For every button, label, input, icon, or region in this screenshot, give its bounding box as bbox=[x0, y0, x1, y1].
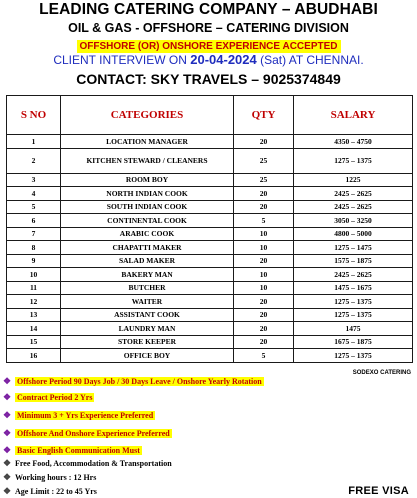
cell-qty: 20 bbox=[234, 335, 294, 349]
requirement-text: Offshore And Onshore Experience Preferred bbox=[17, 429, 170, 438]
requirement-item bbox=[3, 410, 155, 421]
cell-qty: 20 bbox=[234, 322, 294, 336]
cell-category: LAUNDRY MAN bbox=[61, 322, 234, 336]
cell-sno: 16 bbox=[7, 349, 61, 363]
cell-category: KITCHEN STEWARD / CLEANERS bbox=[61, 148, 234, 173]
table-row bbox=[7, 281, 413, 295]
cell-sno: 4 bbox=[7, 187, 61, 201]
requirement-text: Minimum 3 + Yrs Experience Preferred bbox=[17, 411, 154, 420]
table-row bbox=[7, 335, 413, 349]
header-salary: SALARY bbox=[294, 96, 413, 135]
diamond-bullet-icon: ❖ bbox=[3, 410, 12, 420]
interview-line bbox=[0, 52, 417, 67]
cell-qty: 20 bbox=[234, 200, 294, 214]
cell-sno: 6 bbox=[7, 214, 61, 228]
cell-sno: 11 bbox=[7, 281, 61, 295]
cell-category: STORE KEEPER bbox=[61, 335, 234, 349]
requirement-text: Free Food, Accommodation & Transportation bbox=[15, 459, 172, 468]
cell-category: SOUTH INDIAN COOK bbox=[61, 200, 234, 214]
cell-salary: 1575 – 1875 bbox=[294, 254, 413, 268]
cell-sno: 7 bbox=[7, 227, 61, 241]
cell-sno: 9 bbox=[7, 254, 61, 268]
experience-banner-text: OFFSHORE (OR) ONSHORE EXPERIENCE ACCEPTED bbox=[77, 40, 341, 53]
cell-salary: 3050 – 3250 bbox=[294, 214, 413, 228]
cell-salary: 1275 – 1375 bbox=[294, 148, 413, 173]
cell-category: LOCATION MANAGER bbox=[61, 135, 234, 149]
cell-qty: 25 bbox=[234, 173, 294, 187]
cell-category: CONTINENTAL COOK bbox=[61, 214, 234, 228]
interview-prefix: CLIENT INTERVIEW ON bbox=[53, 53, 191, 67]
cell-salary: 1475 bbox=[294, 322, 413, 336]
table-row bbox=[7, 308, 413, 322]
cell-qty: 20 bbox=[234, 135, 294, 149]
cell-category: WAITER bbox=[61, 295, 234, 309]
cell-category: NORTH INDIAN COOK bbox=[61, 187, 234, 201]
table-row bbox=[7, 135, 413, 149]
cell-salary: 1275 – 1375 bbox=[294, 295, 413, 309]
diamond-bullet-icon: ❖ bbox=[3, 376, 12, 386]
header-sno: S NO bbox=[7, 96, 61, 135]
cell-salary: 4800 – 5000 bbox=[294, 227, 413, 241]
cell-sno: 14 bbox=[7, 322, 61, 336]
cell-salary: 4350 – 4750 bbox=[294, 135, 413, 149]
requirement-item bbox=[3, 445, 142, 456]
requirement-text: Age Limit : 22 to 45 Yrs bbox=[15, 487, 97, 496]
requirement-item bbox=[3, 486, 97, 497]
table-header-row bbox=[7, 96, 413, 135]
cell-category: BAKERY MAN bbox=[61, 268, 234, 282]
cell-qty: 10 bbox=[234, 281, 294, 295]
diamond-bullet-icon: ❖ bbox=[3, 428, 12, 438]
table-row bbox=[7, 214, 413, 228]
cell-category: BUTCHER bbox=[61, 281, 234, 295]
table-row bbox=[7, 148, 413, 173]
cell-salary: 2425 – 2625 bbox=[294, 200, 413, 214]
cell-qty: 20 bbox=[234, 295, 294, 309]
diamond-bullet-icon: ❖ bbox=[3, 486, 12, 496]
table-row bbox=[7, 227, 413, 241]
interview-suffix: (Sat) AT CHENNAI. bbox=[256, 53, 364, 67]
cell-category: CHAPATTI MAKER bbox=[61, 241, 234, 255]
diamond-bullet-icon: ❖ bbox=[3, 445, 12, 455]
cell-salary: 2425 – 2625 bbox=[294, 187, 413, 201]
interview-date: 20-04-2024 bbox=[190, 52, 257, 67]
jobs-table-body bbox=[7, 135, 413, 363]
cell-qty: 20 bbox=[234, 254, 294, 268]
requirement-text: Offshore Period 90 Days Job / 30 Days Leave / Onshore Yearly Rotation bbox=[17, 377, 262, 386]
diamond-bullet-icon: ❖ bbox=[3, 472, 12, 482]
cell-category: ROOM BOY bbox=[61, 173, 234, 187]
cell-sno: 15 bbox=[7, 335, 61, 349]
requirement-text: Contract Period 2 Yrs bbox=[17, 393, 93, 402]
cell-category: SALAD MAKER bbox=[61, 254, 234, 268]
cell-qty: 25 bbox=[234, 148, 294, 173]
cell-qty: 20 bbox=[234, 308, 294, 322]
company-title: LEADING CATERING COMPANY – ABUDHABI bbox=[39, 1, 378, 18]
header-qty: QTY bbox=[234, 96, 294, 135]
cell-sno: 2 bbox=[7, 148, 61, 173]
requirement-text: Basic English Communication Must bbox=[17, 446, 140, 455]
cell-qty: 10 bbox=[234, 227, 294, 241]
table-row bbox=[7, 254, 413, 268]
table-row bbox=[7, 322, 413, 336]
table-row bbox=[7, 200, 413, 214]
jobs-table bbox=[6, 95, 413, 363]
cell-category: OFFICE BOY bbox=[61, 349, 234, 363]
cell-qty: 10 bbox=[234, 268, 294, 282]
cell-sno: 1 bbox=[7, 135, 61, 149]
table-row bbox=[7, 173, 413, 187]
cell-qty: 20 bbox=[234, 187, 294, 201]
cell-sno: 3 bbox=[7, 173, 61, 187]
cell-sno: 13 bbox=[7, 308, 61, 322]
requirement-text: Working hours : 12 Hrs bbox=[15, 473, 97, 482]
table-row bbox=[7, 268, 413, 282]
cell-salary: 1275 – 1375 bbox=[294, 308, 413, 322]
table-row bbox=[7, 187, 413, 201]
cell-qty: 10 bbox=[234, 241, 294, 255]
contact-line: CONTACT: SKY TRAVELS – 9025374849 bbox=[76, 71, 341, 87]
cell-sno: 5 bbox=[7, 200, 61, 214]
requirement-item bbox=[3, 428, 172, 439]
cell-salary: 2425 – 2625 bbox=[294, 268, 413, 282]
requirement-item bbox=[3, 376, 264, 387]
division-title: OIL & GAS - OFFSHORE – CATERING DIVISION bbox=[68, 21, 349, 35]
cell-salary: 1225 bbox=[294, 173, 413, 187]
table-row bbox=[7, 349, 413, 363]
cell-salary: 1275 – 1375 bbox=[294, 349, 413, 363]
cell-salary: 1275 – 1475 bbox=[294, 241, 413, 255]
free-visa-label: FREE VISA bbox=[348, 485, 409, 497]
cell-sno: 8 bbox=[7, 241, 61, 255]
requirement-item bbox=[3, 392, 94, 403]
table-row bbox=[7, 295, 413, 309]
client-note: SODEXO CATERING bbox=[352, 370, 411, 376]
requirement-item bbox=[3, 472, 96, 483]
cell-sno: 12 bbox=[7, 295, 61, 309]
cell-category: ARABIC COOK bbox=[61, 227, 234, 241]
cell-sno: 10 bbox=[7, 268, 61, 282]
table-row bbox=[7, 241, 413, 255]
requirement-item bbox=[3, 458, 172, 469]
cell-qty: 5 bbox=[234, 214, 294, 228]
cell-salary: 1675 – 1875 bbox=[294, 335, 413, 349]
cell-qty: 5 bbox=[234, 349, 294, 363]
diamond-bullet-icon: ❖ bbox=[3, 392, 12, 402]
cell-category: ASSISTANT COOK bbox=[61, 308, 234, 322]
diamond-bullet-icon: ❖ bbox=[3, 458, 12, 468]
cell-salary: 1475 – 1675 bbox=[294, 281, 413, 295]
header-categories: CATEGORIES bbox=[61, 96, 234, 135]
